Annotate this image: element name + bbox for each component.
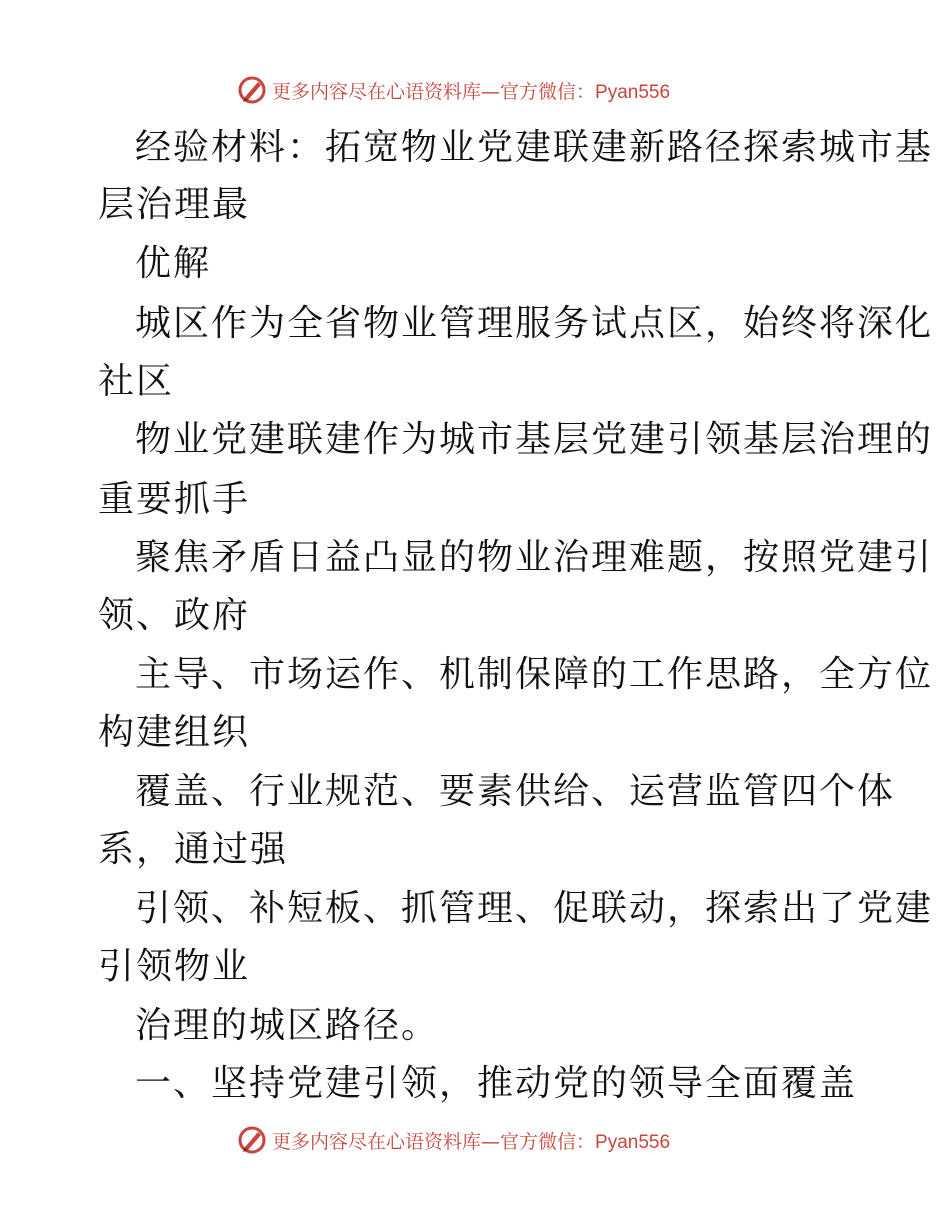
pen-circle-logo-icon <box>236 74 268 106</box>
doc-line: 覆盖、行业规范、要素供给、运营监管四个体 <box>135 771 896 812</box>
doc-line: 主导、市场运作、机制保障的工作思路，全方位 <box>135 654 934 695</box>
doc-line: 治理的城区路径。 <box>135 1005 440 1046</box>
doc-line: 系，通过强 <box>98 829 289 870</box>
doc-line: 经验材料：拓宽物业党建联建新路径探索城市基 <box>135 127 934 168</box>
watermark-banner-bottom <box>236 1122 716 1158</box>
doc-line: 领、政府 <box>98 595 251 636</box>
doc-line: 层治理最 <box>98 184 251 225</box>
doc-line: 构建组织 <box>98 712 251 753</box>
watermark-banner-top <box>236 72 716 108</box>
doc-line: 聚焦矛盾日益凸显的物业治理难题，按照党建引 <box>135 537 934 578</box>
doc-line: 引领、补短板、抓管理、促联动，探索出了党建 <box>135 888 934 929</box>
doc-line: 社区 <box>98 361 175 402</box>
doc-line: 引领物业 <box>98 946 251 987</box>
doc-line: 城区作为全省物业管理服务试点区，始终将深化 <box>135 303 934 344</box>
watermark-text: 更多内容尽在心语资料库—官方微信：Pyan556 <box>272 1130 671 1153</box>
doc-line: 重要抓手 <box>98 479 251 520</box>
watermark-text: 更多内容尽在心语资料库—官方微信：Pyan556 <box>272 80 671 103</box>
doc-line: 优解 <box>135 243 212 284</box>
doc-heading: 一、坚持党建引领，推动党的领导全面覆盖 <box>135 1063 858 1104</box>
doc-line: 物业党建联建作为城市基层党建引领基层治理的 <box>135 419 934 460</box>
pen-circle-logo-icon <box>236 1124 268 1156</box>
